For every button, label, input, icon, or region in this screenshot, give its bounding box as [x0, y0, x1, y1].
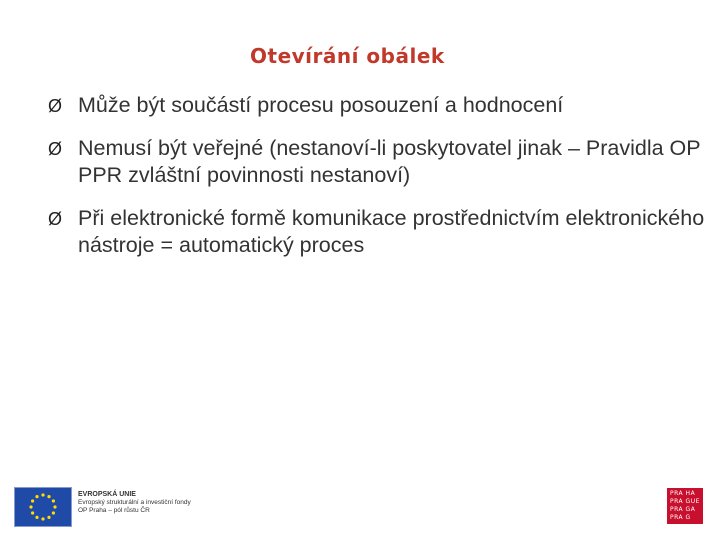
- slide-title: Otevírání obálek: [250, 44, 445, 68]
- eu-heading: EVROPSKÁ UNIE: [78, 491, 136, 498]
- arrow-bullet-icon: Ø: [48, 139, 63, 159]
- bullet-text: Nemusí být veřejné (nestanoví-li poskytovatel jinak – Pravidla OP PPR zvláštní povinnosti nestanoví): [78, 136, 701, 187]
- arrow-bullet-icon: Ø: [48, 96, 63, 116]
- eu-line-2: OP Praha – pól růstu ČR: [78, 507, 150, 514]
- bullet-item: [48, 205, 708, 259]
- bullet-text: Může být součástí procesu posouzení a hodnocení: [78, 93, 564, 117]
- eu-line-1: Evropský strukturální a investiční fondy: [78, 499, 191, 506]
- praha-logo: [667, 488, 703, 524]
- bullet-list: [48, 92, 708, 275]
- bullet-item: [48, 92, 708, 119]
- bullet-text: Při elektronické formě komunikace prostřednictvím elektronického nástroje = automatický proces: [78, 206, 705, 257]
- eu-footer: [14, 487, 191, 527]
- eu-flag-icon: [14, 487, 72, 527]
- praha-logo-line: PRA GA: [670, 506, 696, 513]
- bullet-item: [48, 135, 708, 189]
- praha-logo-line: PRA HA: [670, 490, 696, 497]
- praha-logo-line: PRA GUE: [670, 498, 700, 505]
- arrow-bullet-icon: Ø: [48, 209, 63, 229]
- eu-text: [78, 491, 191, 515]
- praha-logo-line: PRA G: [670, 514, 691, 521]
